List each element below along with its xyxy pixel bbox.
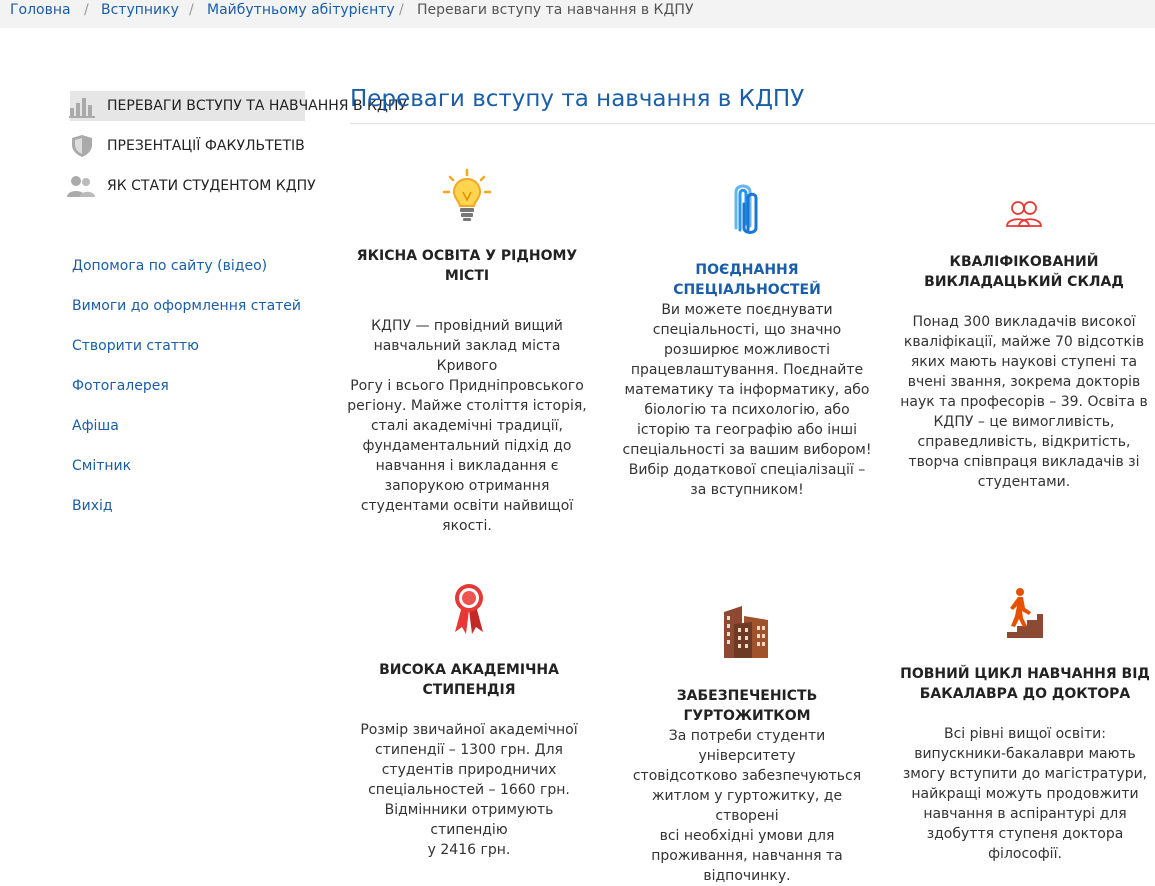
feature-qualified-staff — [899, 198, 1149, 498]
award-ribbon-icon — [451, 582, 487, 636]
bar-chart-icon — [68, 94, 98, 118]
sidebar-link-logout[interactable]: Вихід — [72, 498, 113, 514]
page-title: Переваги вступу та навчання в КДПУ — [350, 86, 805, 112]
feature-line: всі необхідні умови для — [659, 828, 835, 844]
feature-line: житлом у гуртожитку, де створені — [651, 788, 843, 824]
feature-combine-specialties — [622, 182, 872, 512]
feature-line: Відмінники отримують стипендію — [384, 802, 554, 838]
feature-line: розширює можливості — [664, 342, 830, 358]
breadcrumb — [0, 0, 1155, 28]
breadcrumb-separator: / — [399, 2, 404, 18]
feature-line: запорукою отримання — [384, 478, 550, 494]
feature-line: працевлаштування. Поєднайте — [630, 362, 864, 378]
feature-title: ПОВНИЙ ЦИКЛ НАВЧАННЯ ВІД БАКАЛАВРА ДО ДОКТОРА — [900, 666, 1150, 702]
feature-line: За потреби студенти університету — [668, 728, 826, 764]
feature-description — [342, 316, 592, 536]
feature-line: стовідсотково забезпечуються — [632, 768, 862, 784]
feature-line: найкращі можуть продовжити — [911, 786, 1139, 802]
feature-line: творча співпраця викладачів зі — [908, 454, 1140, 470]
feature-line: кваліфікації, майже 70 відсотків — [903, 334, 1145, 350]
feature-line: студентами. — [977, 474, 1071, 490]
sidebar-link-article-requirements[interactable]: Вимоги до оформлення статей — [72, 298, 302, 314]
feature-description — [899, 312, 1149, 492]
feature-line: студентів природничих — [381, 762, 557, 778]
feature-full-education-cycle — [900, 586, 1150, 868]
feature-line: стипендії – 1300 грн. Для — [375, 742, 563, 758]
feature-title: ЗАБЕЗПЕЧЕНІСТЬ ГУРТОЖИТКОМ — [676, 688, 818, 724]
sidebar-item-faculty-presentations[interactable] — [66, 131, 305, 161]
feature-line: здобуття ступеня доктора — [926, 826, 1124, 842]
breadcrumb-current: Переваги вступу та навчання в КДПУ — [417, 2, 694, 18]
feature-line: випускники-бакалаври мають — [914, 746, 1136, 762]
breadcrumb-separator: / — [189, 2, 194, 18]
feature-line: якості. — [442, 518, 492, 534]
feature-line: справедливість, відкритість, — [917, 434, 1131, 450]
feature-line: біологію та психологію, або — [644, 402, 850, 418]
feature-description — [622, 300, 872, 500]
sidebar-link-create-article[interactable]: Створити статтю — [72, 338, 199, 354]
feature-line: КДПУ – це вимогливість, — [933, 414, 1115, 430]
sidebar-item-how-to-become-student[interactable] — [66, 171, 316, 201]
feature-line: наук та професорів – 39. Освіта в — [900, 394, 1148, 410]
feature-line: проживання, навчання та — [651, 848, 843, 864]
sidebar-item-label: ПРЕЗЕНТАЦІЇ ФАКУЛЬТЕТІВ — [107, 138, 305, 154]
shield-icon — [66, 134, 96, 158]
sidebar-link-trash[interactable]: Смітник — [72, 458, 132, 474]
feature-line: навчання і викладання є — [375, 458, 559, 474]
feature-line: відпочинку. — [703, 868, 791, 884]
title-divider — [350, 123, 1155, 124]
sidebar-link-photo-gallery[interactable]: Фотогалерея — [72, 378, 169, 394]
feature-line: спеціальності, що значно — [652, 322, 842, 338]
feature-line: навчання в аспірантурі для — [923, 806, 1127, 822]
feature-line: у 2416 грн. — [427, 842, 511, 858]
feature-line: історію та географію або інші — [637, 422, 857, 438]
feature-line: Ви можете поєднувати — [661, 302, 833, 318]
sidebar-link-events[interactable]: Афіша — [72, 418, 119, 434]
sidebar-item-label: ПЕРЕВАГИ ВСТУПУ ТА НАВЧАННЯ В КДПУ — [107, 98, 407, 114]
feature-line: змогу вступити до магістратури, — [902, 766, 1148, 782]
feature-line: сталі академічні традиції, — [370, 418, 563, 434]
feature-line: Рогу і всього Придніпровського — [350, 378, 584, 394]
feature-line: студентами освіти найвищої — [360, 498, 574, 514]
feature-scholarship — [344, 582, 594, 858]
feature-line: КДПУ — провідний вищий — [371, 318, 563, 334]
sidebar-link-help-video[interactable]: Допомога по сайту (відео) — [72, 258, 268, 274]
feature-title: КВАЛІФІКОВАНИЙ ВИКЛАДАЦЬКИЙ СКЛАД — [924, 254, 1124, 290]
feature-title: ВИСОКА АКАДЕМІЧНА СТИПЕНДІЯ — [379, 662, 559, 698]
feature-description — [900, 724, 1150, 864]
feature-line: навчальний заклад міста Кривого — [373, 338, 561, 374]
stairs-climber-icon — [1005, 586, 1045, 640]
people-outline-icon — [1004, 198, 1044, 230]
feature-dormitory — [622, 604, 872, 884]
feature-line: Всі рівні вищої освіти: — [944, 726, 1106, 742]
buildings-icon — [720, 604, 774, 660]
feature-line: Розмір звичайної академічної — [360, 722, 578, 738]
feature-line: за вступником! — [690, 482, 804, 498]
feature-line: спеціальності за вашим вибором! — [622, 442, 872, 458]
feature-description — [344, 720, 594, 860]
paperclips-icon — [731, 184, 763, 236]
breadcrumb-separator: / — [84, 2, 89, 18]
feature-line: вчені звання, зокрема докторів — [907, 374, 1141, 390]
feature-line: філософії. — [988, 846, 1062, 862]
feature-description — [622, 726, 872, 886]
breadcrumb-applicant[interactable]: Вступнику — [101, 2, 179, 18]
feature-line: яких мають наукові ступені та — [910, 354, 1138, 370]
feature-line: Понад 300 викладачів високої — [912, 314, 1136, 330]
users-icon — [66, 174, 96, 198]
breadcrumb-home[interactable]: Головна — [10, 2, 71, 18]
feature-line: спеціальностей – 1660 грн. — [368, 782, 570, 798]
feature-line: математику та інформатику, або — [624, 382, 870, 398]
sidebar-item-label: ЯК СТАТИ СТУДЕНТОМ КДПУ — [107, 178, 316, 194]
feature-quality-education — [342, 168, 592, 534]
feature-line: Вибір додаткової спеціалізації – — [628, 462, 866, 478]
feature-line: фундаментальний підхід до — [362, 438, 572, 454]
breadcrumb-future-applicant[interactable]: Майбутньому абітурієнту — [207, 2, 395, 18]
sidebar-item-advantages[interactable] — [70, 91, 407, 121]
feature-title: ПОЄДНАННЯ СПЕЦІАЛЬНОСТЕЙ — [673, 262, 821, 298]
lightbulb-icon — [441, 168, 493, 224]
feature-line: регіону. Майже століття історія, — [347, 398, 587, 414]
feature-title: ЯКІСНА ОСВІТА У РІДНОМУ МІСТІ — [356, 248, 578, 284]
